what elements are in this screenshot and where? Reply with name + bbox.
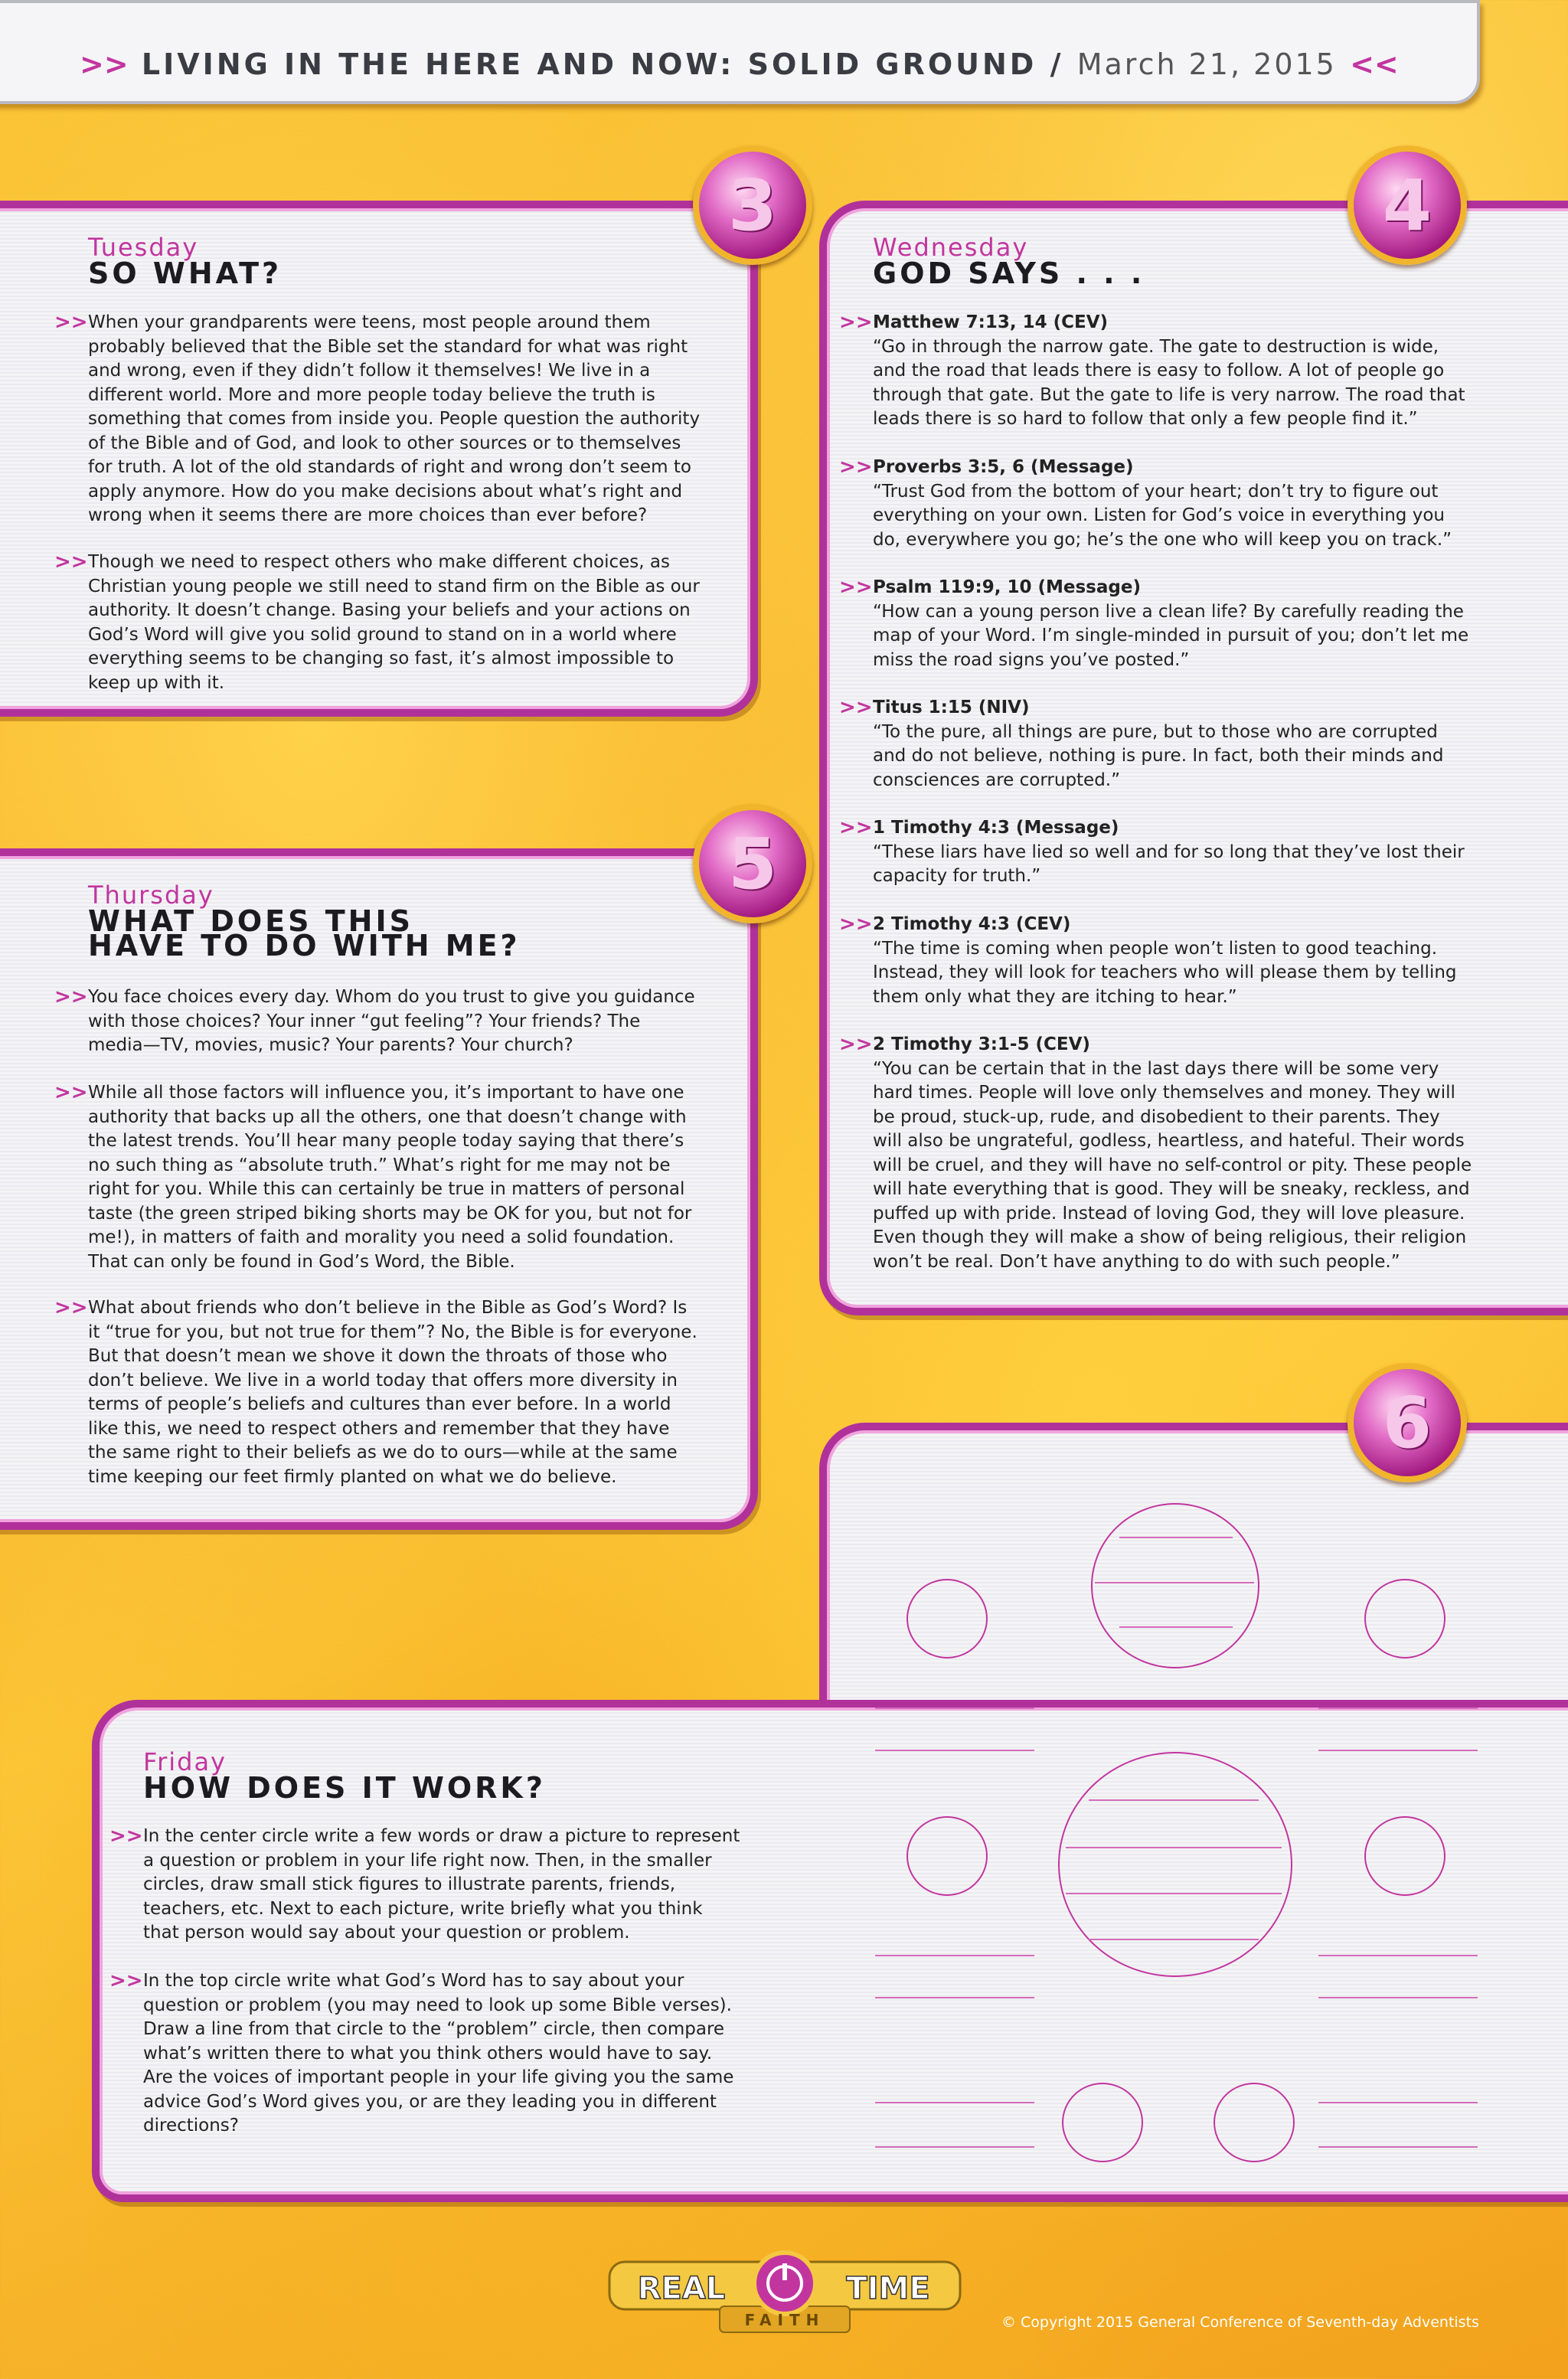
tuesday-paragraph-2: >> Though we need to respect others who make different choices, as Christian young people we still need to stand firm on the Bible as our authority. It doesn’t change. Basing your beliefs and your actions on God’s Word will give you solid ground to stand on in a world where everything seems to be changing so fast, it’s almost impossible to keep up with it. — [54, 551, 700, 693]
writing-line[interactable] — [875, 1707, 1034, 1709]
writing-line[interactable] — [875, 2146, 1034, 2148]
header-left-marker: >> — [80, 47, 129, 81]
header-title-row — [80, 47, 1399, 81]
writing-line[interactable] — [1089, 1799, 1259, 1801]
svg-text:REAL: REAL — [637, 2271, 726, 2306]
verse-reference: Psalm 119:9, 10 (Message) — [873, 577, 1141, 597]
bullet-chevron-icon: >> — [109, 1825, 143, 1848]
verse-reference: 2 Timothy 4:3 (CEV) — [873, 914, 1071, 934]
thursday-paragraph-3: >> What about friends who don’t believe in the Bible as God’s Word? Is it “true for you, but not true for them”? No, the Bible is for everyone. But that doesn’t mean we shove it down the throats of those who don’t believe. We live in a world today that offers more diversity in terms of people’s beliefs and cultures than ever before. In a world like this, we need to respect others and remember that they have the same right to their beliefs as we do to ours—while at the same time keeping our feet firmly planted on what we do believe. — [54, 1296, 697, 1487]
tuesday-paragraph-1: >> When your grandparents were teens, most people around them probably believed that the Bible set the standard for what was right and wrong, even if they didn’t follow it themselves! We live in a different world. More and more people today believe the truth is something that comes from inside you. People question the authority of the Bible and of God, and look to other sources or to themselves for truth. A lot of the old standards of right and wrong don’t seem to apply anymore. How do you make decisions about what’s right and wrong when it seems there are more choices than ever before? — [54, 311, 701, 525]
thursday-day-label: Thursday — [88, 881, 214, 910]
verse-text: “You can be certain that in the last days there will be some very hard times. People will love only themselves and money. They will be proud, stuck-up, rude, and disobedient to their parents. They will also be ungrateful, godless, heartless, and hateful. Their words will be cruel, and they will have no self-control or pity. These people will hate everything that is good. They will be sneaky, reckless, and puffed up with pride. Instead of loving God, they will love pleasure. Even though they will make a show of being religious, their religion won’t be real. Don’t have anything to do with such people.” — [873, 1058, 1472, 1272]
person-circle[interactable] — [906, 1816, 988, 1896]
bullet-chevron-icon: >> — [839, 913, 873, 936]
page-header — [0, 0, 1480, 104]
verse-text: “Go in through the narrow gate. The gate to destruction is wide, and the road that leads there is easy to follow. A lot of people go through that gate. But the gate to life is very narrow. The road that leads there is so hard to follow that only a few people find it.” — [873, 336, 1465, 429]
verse-text: “How can a young person live a clean life? By carefully reading the map of your Word. I’m single-minded in pursuit of you; don’t let me miss the road signs you’ve posted.” — [873, 601, 1469, 670]
person-circle[interactable] — [1214, 2083, 1295, 2162]
tuesday-day-label: Tuesday — [88, 233, 199, 262]
writing-line[interactable] — [1089, 1939, 1259, 1940]
writing-line[interactable] — [875, 1750, 1034, 1751]
writing-line[interactable] — [1066, 1847, 1282, 1848]
copyright-notice: © Copyright 2015 General Conference of Seventh-day Adventists — [1001, 2314, 1479, 2331]
badge-3-icon: 3 — [693, 145, 812, 265]
verse-reference: 2 Timothy 3:1-5 (CEV) — [873, 1034, 1090, 1054]
bullet-chevron-icon: >> — [54, 551, 88, 574]
header-right-marker: << — [1350, 47, 1399, 81]
verse-block — [839, 576, 1474, 672]
svg-text:TIME: TIME — [846, 2271, 930, 2306]
thursday-paragraph-2: >> While all those factors will influence you, it’s important to have one authority that backs up all the others, one that doesn’t change with the latest trends. You’ll hear many people today saying that there’s no such thing as “absolute truth.” What’s right for me may not be right for you. While this can certainly be true in matters of personal taste (the green striped biking shorts may be OK for you, but not for me!), in matters of faith and morality you need a solid foundation. That can only be found in God’s Word, the Bible. — [54, 1081, 692, 1272]
writing-line[interactable] — [1318, 1707, 1478, 1709]
verse-block — [839, 1033, 1474, 1274]
writing-line[interactable] — [875, 1997, 1034, 1998]
person-circle[interactable] — [1364, 1816, 1446, 1896]
verse-reference: Proverbs 3:5, 6 (Message) — [873, 457, 1134, 477]
badge-5-icon: 5 — [693, 804, 812, 923]
header-title: LIVING IN THE HERE AND NOW: SOLID GROUND — [141, 47, 1037, 81]
bullet-chevron-icon: >> — [54, 985, 88, 1008]
bullet-chevron-icon: >> — [54, 311, 88, 334]
tuesday-title: SO WHAT? — [88, 257, 283, 290]
person-circle[interactable] — [1364, 1579, 1446, 1658]
verse-reference: Titus 1:15 (NIV) — [873, 698, 1030, 717]
verse-block — [839, 456, 1474, 552]
writing-line[interactable] — [1318, 1955, 1478, 1956]
problem-circle[interactable] — [1058, 1752, 1292, 1977]
header-date: March 21, 2015 — [1076, 47, 1337, 81]
bullet-chevron-icon: >> — [54, 1296, 88, 1319]
bullet-chevron-icon: >> — [839, 576, 873, 599]
bullet-chevron-icon: >> — [54, 1081, 88, 1104]
writing-line[interactable] — [875, 2102, 1034, 2103]
writing-line[interactable] — [1318, 2102, 1478, 2103]
friday-title: HOW DOES IT WORK? — [143, 1771, 546, 1805]
verse-block — [839, 696, 1474, 792]
verse-text: “Trust God from the bottom of your heart; don’t try to figure out everything on your own. Listen for God’s voice in everything you do, everywhere you go; he’s the one who will keep you on track.” — [873, 481, 1452, 550]
bullet-chevron-icon: >> — [839, 816, 873, 839]
verse-reference: 1 Timothy 4:3 (Message) — [873, 818, 1119, 838]
friday-paragraph-1: >> In the center circle write a few words or draw a picture to represent a question or problem in your life right now. Then, in the smaller circles, draw small stick figures to illustrate parents, friends, teachers, etc. Next to each picture, write briefly what you think that person would say about your question or problem. — [109, 1825, 740, 1943]
thursday-paragraph-1: >> You face choices every day. Whom do you trust to give you guidance with those choices? Your inner “gut feeling”? Your friends? The media—TV, movies, music? Your parents? Your church? — [54, 985, 695, 1055]
verse-block — [839, 913, 1474, 1009]
wednesday-title: GOD SAYS . . . — [873, 257, 1145, 290]
bullet-chevron-icon: >> — [839, 456, 873, 479]
thursday-title-line-2: HAVE TO DO WITH ME? — [88, 929, 521, 962]
writing-line[interactable] — [1119, 1537, 1233, 1538]
badge-6-icon: 6 — [1348, 1363, 1467, 1482]
bullet-chevron-icon: >> — [839, 311, 873, 334]
verse-text: “These liars have lied so well and for so long that they’ve lost their capacity for truth.” — [873, 841, 1465, 886]
friday-day-label: Friday — [143, 1747, 227, 1776]
writing-line[interactable] — [1318, 2146, 1478, 2148]
wednesday-day-label: Wednesday — [873, 233, 1029, 262]
friday-paragraph-2: >> In the top circle write what God’s Word has to say about your question or problem (you may need to look up some Bible verses). Draw a line from that circle to the “problem” circle, then compare what’s written there to what you think others would have to say. Are the voices of important people in your life giving you the same advice God’s Word gives you, or are they leading you in different directions? — [109, 1969, 734, 2136]
badge-4-icon: 4 — [1348, 145, 1467, 265]
verse-block — [839, 816, 1474, 889]
writing-line[interactable] — [1119, 1626, 1233, 1628]
writing-line[interactable] — [1095, 1582, 1254, 1583]
bullet-chevron-icon: >> — [109, 1969, 143, 1992]
bullet-chevron-icon: >> — [839, 1033, 873, 1056]
person-circle[interactable] — [906, 1579, 988, 1658]
bullet-chevron-icon: >> — [839, 696, 873, 719]
writing-line[interactable] — [1318, 1750, 1478, 1751]
gods-word-circle[interactable] — [1091, 1503, 1259, 1668]
verse-text: “To the pure, all things are pure, but to those who are corrupted and do not believe, nothing is pure. In fact, both their minds and consciences are corrupted.” — [873, 721, 1444, 790]
person-circle[interactable] — [1062, 2083, 1143, 2162]
writing-line[interactable] — [1066, 1893, 1282, 1894]
header-separator: / — [1050, 47, 1064, 81]
svg-text:FAITH: FAITH — [744, 2311, 825, 2329]
verse-reference: Matthew 7:13, 14 (CEV) — [873, 312, 1109, 332]
writing-line[interactable] — [875, 1955, 1034, 1956]
writing-line[interactable] — [1318, 1997, 1478, 1998]
thursday-title-line-1: WHAT DOES THIS — [88, 904, 413, 938]
real-time-faith-logo — [605, 2250, 965, 2341]
verse-block — [839, 311, 1474, 432]
verse-text: “The time is coming when people won’t listen to good teaching. Instead, they will look for teachers who will please them by telling them only what they are itching to hear.” — [873, 938, 1457, 1007]
